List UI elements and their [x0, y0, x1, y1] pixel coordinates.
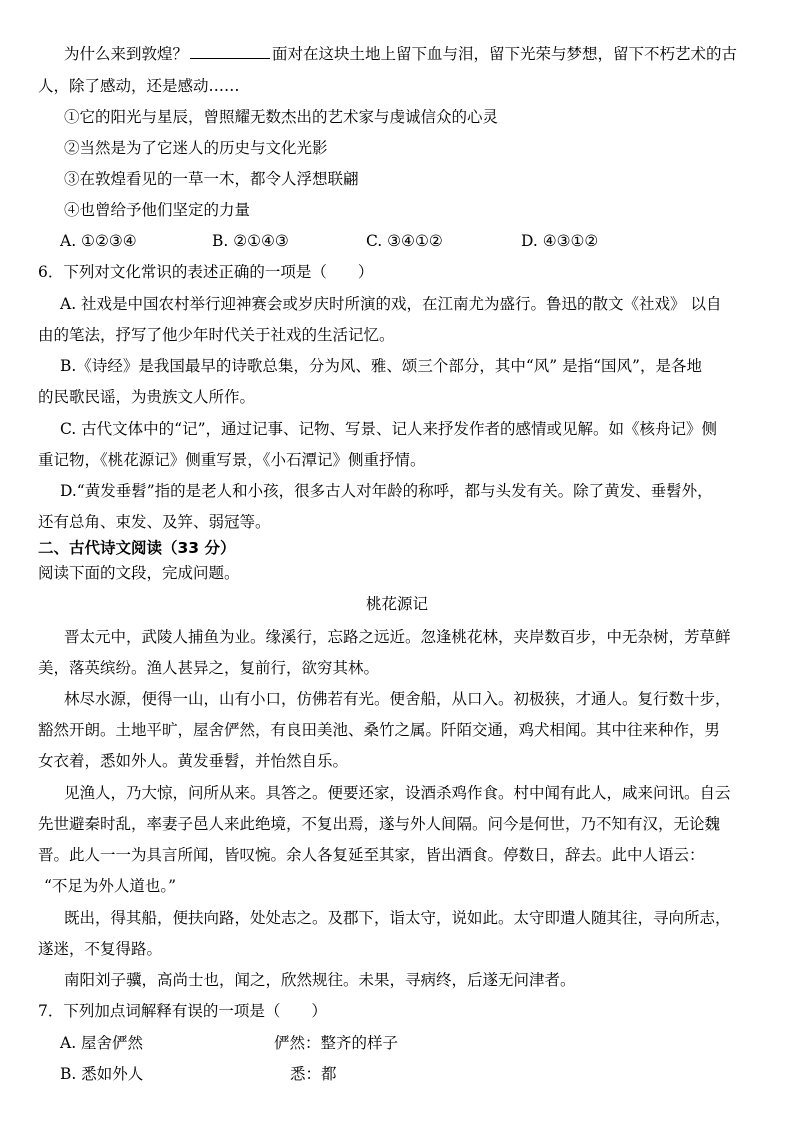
q5-stem-rest: 面对在这块土地上留下血与泪，留下光荣与梦想，留下不朽艺术的古 [272, 45, 738, 63]
passage-p2-line2: 豁然开朗。土地平旷，屋舍俨然，有良田美池、桑竹之属。阡陌交通，鸡犬相闻。其中往来种作，男 [38, 721, 721, 739]
q6-option-b-line2: 的民歌民谣，为贵族文人所作。 [38, 388, 256, 406]
q7-option-b[interactable]: B. 悉如外人 [60, 1065, 144, 1083]
q5-option-a[interactable]: A. ①②③④ [60, 232, 137, 250]
passage-p2-line3: 女衣着，悉如外人。黄发垂髫，并怡然自乐。 [38, 752, 349, 770]
q5-sentence-2: ②当然是为了它迷人的历史与文化光影 [64, 139, 328, 157]
q6-stem: 6．下列对文化常识的表述正确的一项是（ ） [38, 263, 374, 281]
passage-p3-line4: “不足为外人道也。” [44, 877, 177, 895]
q5-option-b[interactable]: B. ②①④③ [212, 232, 289, 250]
q5-sentence-3: ③在敦煌看见的一草一木，都令人浮想联翩 [64, 170, 359, 188]
section-instruction: 阅读下面的文段，完成问题。 [38, 564, 240, 582]
q5-option-d[interactable]: D. ④③①② [521, 232, 599, 250]
passage-p1-line2: 美，落英缤纷。渔人甚异之，复前行，欲穷其林。 [38, 659, 380, 677]
q7-option-b-definition: 悉：都 [290, 1065, 337, 1083]
q6-option-a-line2: 由的笔法，抒写了他少年时代关于社戏的生活记忆。 [38, 326, 395, 344]
q7-stem: 7．下列加点词解释有误的一项是（ ） [38, 1002, 327, 1020]
q5-stem-line1 [64, 44, 737, 64]
q6-option-d-line1[interactable]: D.“黄发垂髫”指的是老人和小孩，很多古人对年龄的称呼，都与头发有关。除了黄发、垂髫外， [60, 482, 713, 500]
q5-option-c[interactable]: C. ③④①② [366, 232, 443, 250]
passage-p3-line3: 晋。此人一一为具言所闻，皆叹惋。余人各复延至其家，皆出酒食。停数日，辞去。此中人语云： [38, 846, 705, 864]
q6-option-a-line1[interactable]: A. 社戏是中国农村举行迎神赛会或岁庆时所演的戏，在江南尤为盛行。鲁迅的散文《社戏》 以自 [60, 295, 722, 313]
q7-option-a[interactable]: A. 屋舍俨然 [60, 1034, 144, 1052]
passage-p4-line2: 遂迷，不复得路。 [38, 940, 163, 958]
passage-p2-line1: 林尽水源，便得一山，山有小口，仿佛若有光。便舍船，从口入。初极狭，才通人。复行数十步， [64, 690, 731, 708]
passage-p4-line1: 既出，得其船，便扶向路，处处志之。及郡下，诣太守，说如此。太守即遣人随其往，寻向所志， [64, 909, 731, 927]
passage-title: 桃花源记 [365, 595, 428, 613]
q7-option-a-definition: 俨然：整齐的样子 [274, 1034, 399, 1052]
section-heading: 二、古代诗文阅读（33 分） [38, 539, 236, 557]
passage-p3-line1: 见渔人，乃大惊，问所从来。具答之。便要还家，设酒杀鸡作食。村中闻有此人，咸来问讯。自云 [64, 784, 731, 802]
q5-stem-start: 为什么来到敦煌？ [64, 45, 189, 63]
passage-p5: 南阳刘子骥，高尚士也，闻之，欣然规往。未果，寻病终，后遂无问津者。 [64, 971, 576, 989]
passage-p1-line1: 晋太元中，武陵人捕鱼为业。缘溪行，忘路之远近。忽逢桃花林，夹岸数百步，中无杂树，芳草鲜 [64, 628, 731, 646]
q6-option-c-line1[interactable]: C. 古代文体中的“记”，通过记事、记物、写景、记人来抒发作者的感情或见解。如《核舟记》侧 [60, 420, 718, 438]
q6-option-b-line1[interactable]: B.《诗经》是我国最早的诗歌总集，分为风、雅、颂三个部分，其中“风” 是指“国风”，是各地 [60, 357, 702, 375]
q5-sentence-1: ①它的阳光与星辰，曾照耀无数杰出的艺术家与虔诚信众的心灵 [64, 108, 499, 126]
answer-blank[interactable] [190, 44, 270, 59]
passage-p3-line2: 先世避秦时乱，率妻子邑人来此绝境，不复出焉，遂与外人间隔。问今是何世，乃不知有汉，无论魏 [38, 815, 721, 833]
q5-stem-line2: 人，除了感动，还是感动…… [38, 77, 240, 95]
q5-sentence-4: ④也曾给予他们坚定的力量 [64, 201, 251, 219]
q6-option-c-line2: 重记物，《桃花源记》侧重写景，《小石潭记》侧重抒情。 [38, 451, 426, 469]
q6-option-d-line2: 还有总角、束发、及笄、弱冠等。 [38, 513, 271, 531]
